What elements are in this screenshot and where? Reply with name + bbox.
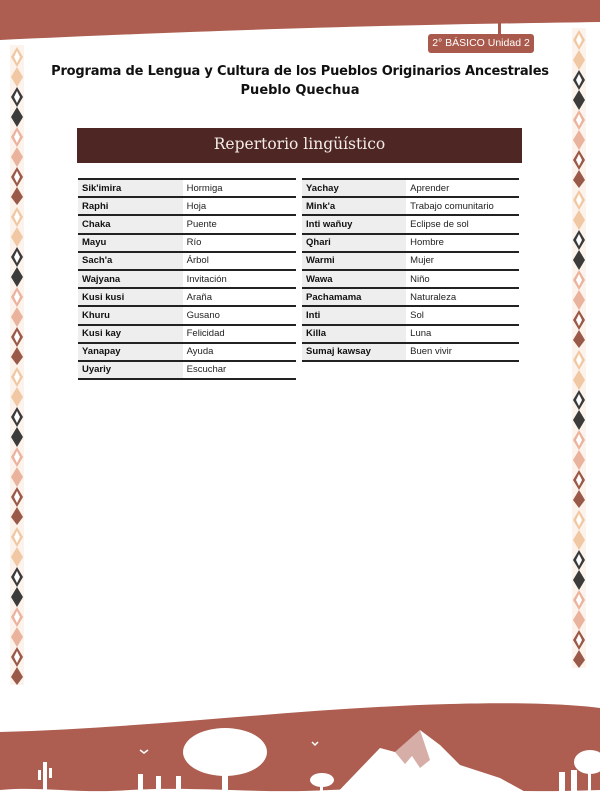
quechua-term: Kusi kusi [78,288,183,306]
spanish-meaning: Hombre [406,234,519,252]
quechua-term: Killa [302,325,406,343]
table-row [302,179,519,197]
quechua-term: Yanapay [78,343,183,361]
quechua-term: Sumaj kawsay [302,343,406,361]
table-row [78,343,296,361]
left-woven-border-pattern [10,45,24,685]
spanish-meaning: Ayuda [183,343,296,361]
section-header [77,128,522,163]
table-row [302,288,519,306]
table-row [78,252,296,270]
spanish-meaning: Naturaleza [406,288,519,306]
table-row [78,215,296,233]
quechua-term: Khuru [78,306,183,324]
quechua-term: Pachamama [302,288,406,306]
quechua-term: Mink'a [302,197,406,215]
quechua-term: Qhari [302,234,406,252]
table-row [302,215,519,233]
table-row [78,306,296,324]
table-row [302,306,519,324]
people-title: Pueblo Quechua [240,83,360,98]
table-row [78,270,296,288]
spanish-meaning: Sol [406,306,519,324]
table-row [78,288,296,306]
vocabulary-table-right [302,178,519,362]
section-title: Repertorio lingüístico [213,135,386,153]
spanish-meaning: Hoja [183,197,296,215]
spanish-meaning: Puente [183,215,296,233]
spanish-meaning: Luna [406,325,519,343]
table-row [78,361,296,379]
spanish-meaning: Buen vivir [406,343,519,361]
table-row [78,234,296,252]
quechua-term: Inti [302,306,406,324]
table-row [302,270,519,288]
table-row [302,343,519,361]
table-row [78,325,296,343]
spanish-meaning: Escuchar [183,361,296,379]
table-row [302,197,519,215]
spanish-meaning: Aprender [406,179,519,197]
quechua-term: Mayu [78,234,183,252]
spanish-meaning: Gusano [183,306,296,324]
table-row [78,197,296,215]
spanish-meaning: Trabajo comunitario [406,197,519,215]
table-row [302,325,519,343]
spanish-meaning: Araña [183,288,296,306]
quechua-term: Wajyana [78,270,183,288]
spanish-meaning: Niño [406,270,519,288]
unit-badge: 2° BÁSICO Unidad 2 [428,34,534,53]
quechua-term: Yachay [302,179,406,197]
quechua-term: Wawa [302,270,406,288]
table-row [78,179,296,197]
spanish-meaning: Felicidad [183,325,296,343]
quechua-term: Warmi [302,252,406,270]
quechua-term: Raphi [78,197,183,215]
quechua-term: Chaka [78,215,183,233]
bottom-landscape-illustration [0,690,600,800]
spanish-meaning: Invitación [183,270,296,288]
table-row [302,234,519,252]
vocabulary-table-left [78,178,296,380]
spanish-meaning: Árbol [183,252,296,270]
right-woven-border-pattern [572,28,586,668]
table-row [302,252,519,270]
spanish-meaning: Eclipse de sol [406,215,519,233]
quechua-term: Kusi kay [78,325,183,343]
quechua-term: Inti wañuy [302,215,406,233]
spanish-meaning: Río [183,234,296,252]
spanish-meaning: Hormiga [183,179,296,197]
quechua-term: Sach'a [78,252,183,270]
quechua-term: Sik'imira [78,179,183,197]
spanish-meaning: Mujer [406,252,519,270]
program-title: Programa de Lengua y Cultura de los Pueblos Originarios Ancestrales [51,64,549,79]
quechua-term: Uyariy [78,361,183,379]
